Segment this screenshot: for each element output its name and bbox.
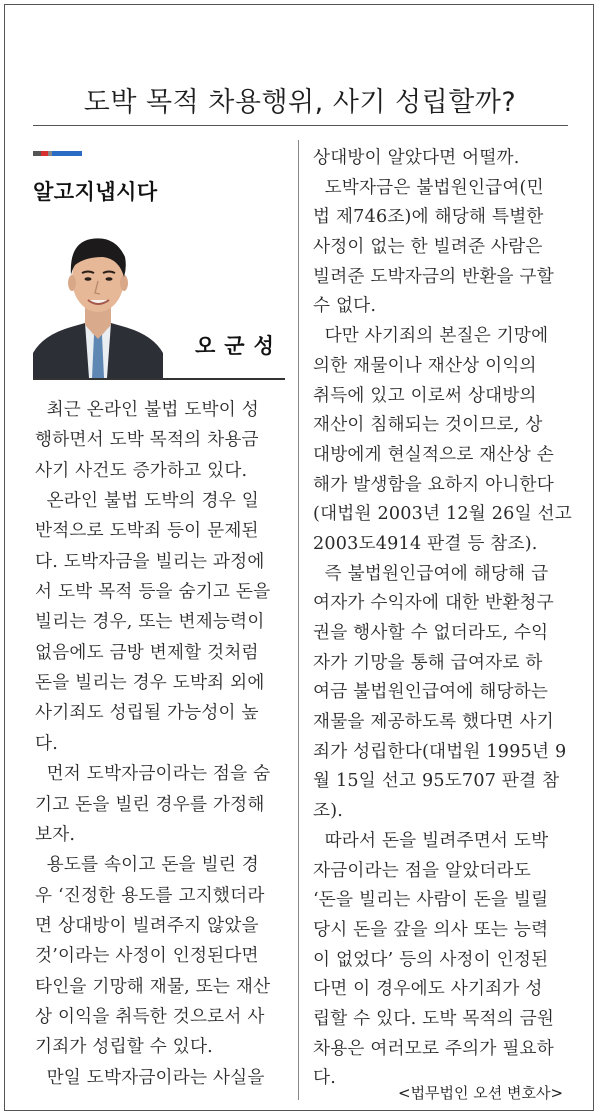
body-line: 대방에게 현실적으로 재산상 손 (313, 444, 554, 465)
column-divider (298, 140, 299, 1100)
headline: 도박 목적 차용행위, 사기 성립할까? (83, 87, 517, 119)
body-line: 상대방이 알았다면 어떨까. (313, 148, 520, 168)
author-rule (33, 378, 285, 380)
body-line: 법 제746조)에 해당해 특별한 (313, 207, 544, 228)
body-line: 도박자금은 불법원인급여(민 (313, 177, 544, 198)
body-line: 다면 이 경우에도 사기죄가 성 (313, 979, 543, 1000)
body-line: 립할 수 있다. 도박 목적의 금원 (313, 1008, 555, 1029)
body-line: 권을 행사할 수 없더라도, 수익 (313, 623, 549, 643)
body-line: 것’이라는 사정이 인정된다면 (35, 946, 259, 967)
body-line: 행하면서 도박 목적의 차용금 (35, 430, 259, 451)
body-line: 재산이 침해되는 것이므로, 상 (313, 415, 543, 436)
body-line: 없음에도 금방 변제할 것처럼 (35, 642, 259, 663)
author-name: 오군성 (195, 334, 283, 358)
body-line: 취득에 있고 이로써 상대방의 (313, 385, 537, 406)
body-line: 수 없다. (313, 296, 377, 317)
body-line: 차용은 여러모로 주의가 필요하 (313, 1038, 554, 1059)
body-line: 즉 불법원인급여에 해당해 급 (313, 563, 549, 584)
body-line: 월 15일 선고 95도707 판결 참 (313, 771, 560, 792)
body-line: 죄가 성립한다(대법원 1995년 9 (313, 741, 567, 762)
body-line: 조). (313, 801, 344, 822)
body-line: 이 없었다’ 등의 사정이 인정된 (313, 949, 549, 970)
body-line: 재물을 제공하도록 했다면 사기 (313, 712, 554, 733)
body-line: 사정이 없는 한 빌려준 사람은 (313, 237, 543, 258)
body-line: 의한 재물이나 재산상 이익의 (313, 355, 537, 376)
body-line: 다. (35, 733, 58, 754)
body-line: 최근 온라인 불법 도박이 성 (35, 400, 259, 420)
column-accent-bar (33, 151, 41, 156)
body-line: ‘돈을 빌리는 사람이 돈을 빌릴 (313, 890, 549, 911)
body-line: 자금이라는 점을 알았더라도 (313, 860, 531, 881)
body-line: 따라서 돈을 빌려주면서 도박 (313, 830, 549, 851)
byline-signature: <법무법인 오션 변호사> (398, 1084, 564, 1102)
author-photo (33, 213, 163, 378)
body-line: 빌리는 경우, 또는 변제능력이 (35, 612, 265, 633)
column-name: 알고지냅시다 (33, 180, 158, 204)
body-line: 여금 불법원인급여에 해당하는 (313, 682, 549, 703)
body-line: 만일 도박자금이라는 사실을 (35, 1067, 265, 1088)
body-line: 기고 돈을 빌린 경우를 가정해 (35, 794, 265, 815)
body-line: 빌려준 도박자금의 반환을 구할 (313, 266, 554, 287)
body-line: 해가 발생함을 요하지 아니한다 (313, 474, 554, 495)
body-line: 사기죄도 성립될 가능성이 높 (35, 703, 259, 724)
body-line: 상 이익을 취득한 것으로서 사 (35, 1006, 265, 1027)
body-line: 2003도4914 판결 등 참조). (313, 533, 538, 554)
column-accent-bar-red (41, 151, 48, 156)
body-line: 자가 기망을 통해 급여자로 하 (313, 652, 543, 673)
body-line: 우 ‘진정한 용도를 고지했더라 (35, 885, 265, 906)
body-line: (대법원 2003년 12월 26일 선고 (313, 504, 572, 525)
body-line: 타인을 기망해 재물, 또는 재산 (35, 976, 271, 997)
body-line: 당시 돈을 갚을 의사 또는 능력 (313, 919, 549, 940)
body-line: 온라인 불법 도박의 경우 일 (35, 491, 259, 512)
body-line: 기죄가 성립할 수 있다. (35, 1037, 213, 1058)
body-line: 면 상대방이 빌려주지 않았을 (35, 915, 259, 936)
body-line: 돈을 빌리는 경우 도박죄 외에 (35, 673, 265, 694)
body-line: 다. (313, 1068, 336, 1089)
body-line: 서 도박 목적 등을 숨기고 돈을 (35, 582, 271, 603)
body-line: 반적으로 도박죄 등이 문제된 (35, 521, 259, 542)
body-line: 용도를 속이고 돈을 빌린 경 (35, 855, 259, 876)
headline-rule (33, 125, 568, 126)
body-line: 보자. (35, 824, 76, 845)
body-line: 다. 도박자금을 빌리는 과정에 (35, 551, 265, 572)
column-accent-bar-blue (52, 151, 82, 156)
body-line: 사기 사건도 증가하고 있다. (35, 460, 248, 481)
body-line: 여자가 수익자에 대한 반환청구 (313, 593, 554, 614)
body-line: 먼저 도박자금이라는 점을 숨 (35, 764, 271, 785)
body-line: 다만 사기죄의 본질은 기망에 (313, 326, 549, 347)
